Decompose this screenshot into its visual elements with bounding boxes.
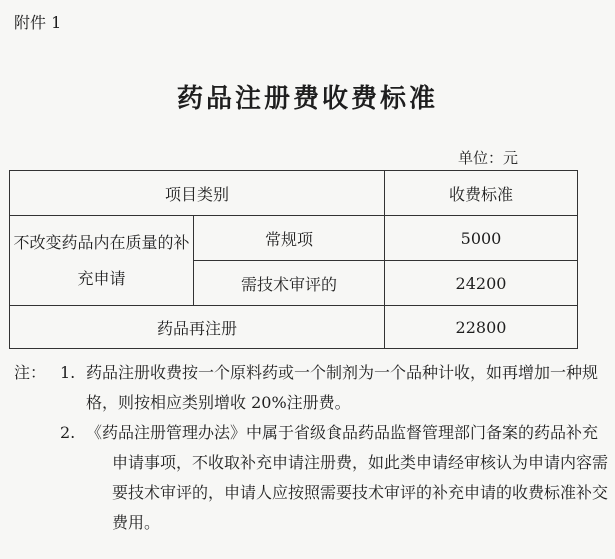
reregister-item-cell: 药品再注册 — [10, 306, 385, 349]
table-header-row — [10, 171, 578, 216]
note-text: 药品注册收费按一个原料药或一个制剂为一个品种计收，如再增加一种规格，则按相应类别增收 20%注册费。 — [86, 363, 599, 412]
note-text: 《药品注册管理办法》中属于省级食品药品监督管理部门备案的药品补充申请事项，不收取补充申请注册费，如此类申请经审核认为申请内容需要技术审评的，申请人应按照需要技术审评的补充申请的收费标准补交费用。 — [86, 423, 609, 532]
group-cell-supplementary: 不改变药品内在质量的补充申请 — [10, 216, 194, 306]
item-cell: 需技术审评的 — [194, 261, 385, 306]
item-cell: 常规项 — [194, 216, 385, 261]
fee-cell: 24200 — [385, 261, 578, 306]
fee-cell: 5000 — [385, 216, 578, 261]
note-item — [60, 418, 610, 538]
note-item — [14, 358, 610, 418]
header-item-category: 项目类别 — [10, 171, 385, 216]
header-fee-standard: 收费标准 — [385, 171, 578, 216]
note-number: 2. — [60, 423, 76, 442]
unit-label: 单位：元 — [458, 149, 519, 167]
fee-table — [9, 170, 578, 349]
table-row — [10, 216, 578, 261]
notes-section — [14, 358, 610, 538]
reregister-fee-cell: 22800 — [385, 306, 578, 349]
table-row — [10, 306, 578, 349]
attachment-label: 附件 1 — [14, 13, 62, 32]
page-title: 药品注册费收费标准 — [176, 84, 438, 114]
notes-prefix: 注： — [14, 363, 47, 382]
note-number: 1. — [60, 363, 76, 382]
